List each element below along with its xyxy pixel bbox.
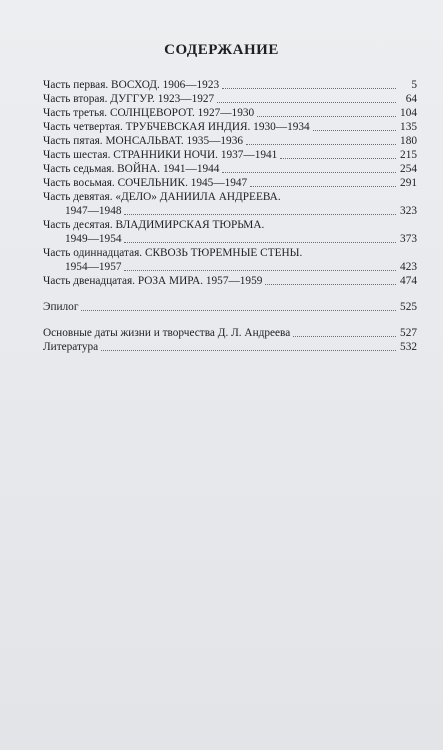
toc-page-number: 180 xyxy=(400,135,417,147)
toc-entry-part-8[interactable] xyxy=(43,176,417,190)
toc-entry-label: Часть вторая. ДУГГУР. 1923—1927 xyxy=(43,93,215,105)
toc-entry-label: Часть четвертая. ТРУБЧЕВСКАЯ ИНДИЯ. 1930—1934 xyxy=(43,121,310,133)
dot-leader xyxy=(250,186,396,187)
toc-page-number: 135 xyxy=(400,121,417,133)
toc-page-number: 254 xyxy=(400,163,417,175)
dot-leader xyxy=(124,214,396,215)
toc-entry-epilogue[interactable] xyxy=(43,300,417,314)
toc-entry-continuation xyxy=(43,260,417,274)
toc-entry-label: Основные даты жизни и творчества Д. Л. Андреева xyxy=(43,327,291,339)
bleed-through-reverse-page xyxy=(40,345,405,393)
toc-entry-label: Эпилог xyxy=(43,301,79,313)
toc-entry-part-11[interactable] xyxy=(43,246,417,274)
toc-page-number: 64 xyxy=(405,93,417,105)
toc-page-number: 291 xyxy=(400,177,417,189)
toc-entry-label: Часть седьмая. ВОЙНА. 1941—1944 xyxy=(43,163,220,175)
toc-entry-label: Часть десятая. ВЛАДИМИРСКАЯ ТЮРЬМА. xyxy=(43,219,265,231)
toc-entry-part-2[interactable] xyxy=(43,92,417,106)
toc-entry-part-9[interactable] xyxy=(43,190,417,218)
dot-leader xyxy=(246,144,396,145)
spacer xyxy=(43,314,417,326)
spacer xyxy=(43,288,417,300)
dot-leader xyxy=(257,116,396,117)
toc-entry-label-continued: 1954—1957 xyxy=(65,261,122,273)
toc-entry-part-12[interactable] xyxy=(43,274,417,288)
toc-entry-part-5[interactable] xyxy=(43,134,417,148)
page-title: СОДЕРЖАНИЕ xyxy=(164,42,279,58)
dot-leader xyxy=(313,130,396,131)
toc-entry-part-4[interactable] xyxy=(43,120,417,134)
toc-page-number: 527 xyxy=(400,327,417,339)
toc-page-number: 474 xyxy=(400,275,417,287)
toc-entry-label: Часть пятая. МОНСАЛЬВАТ. 1935—1936 xyxy=(43,135,243,147)
dot-leader xyxy=(124,242,396,243)
toc-page-number: 423 xyxy=(400,261,417,273)
toc-entry-label: Часть восьмая. СОЧЕЛЬНИК. 1945—1947 xyxy=(43,177,248,189)
toc-entry-label: Часть шестая. СТРАННИКИ НОЧИ. 1937—1941 xyxy=(43,149,278,161)
toc-entry-part-3[interactable] xyxy=(43,106,417,120)
toc-page-number: 525 xyxy=(400,301,417,313)
toc-entry-label-continued: 1949—1954 xyxy=(65,233,122,245)
toc-entry-part-1[interactable] xyxy=(43,78,417,92)
toc-page-number: 5 xyxy=(411,79,417,91)
toc-page-number: 215 xyxy=(400,149,417,161)
dot-leader xyxy=(124,270,396,271)
toc-entry-label: Часть девятая. «ДЕЛО» ДАНИИЛА АНДРЕЕВА. xyxy=(43,191,281,203)
toc-entry-part-6[interactable] xyxy=(43,148,417,162)
dot-leader xyxy=(280,158,396,159)
toc-entry-label: Часть одиннадцатая. СКВОЗЬ ТЮРЕМНЫЕ СТЕНЫ. xyxy=(43,247,303,259)
toc-page-number: 104 xyxy=(400,107,417,119)
dot-leader xyxy=(217,102,396,103)
dot-leader xyxy=(222,88,396,89)
toc-entry-part-7[interactable] xyxy=(43,162,417,176)
toc-page-number: 373 xyxy=(400,233,417,245)
toc-entry-continuation xyxy=(43,232,417,246)
toc-entry-dates[interactable] xyxy=(43,326,417,340)
toc-entry-label-continued: 1947—1948 xyxy=(65,205,122,217)
toc-entry-label: Часть третья. СОЛНЦЕВОРОТ. 1927—1930 xyxy=(43,107,255,119)
dot-leader xyxy=(81,310,396,311)
toc-entry-label: Часть двенадцатая. РОЗА МИРА. 1957—1959 xyxy=(43,275,263,287)
toc-entry-label: Часть первая. ВОСХОД. 1906—1923 xyxy=(43,79,220,91)
toc-entry-part-10[interactable] xyxy=(43,218,417,246)
toc-entry-continuation xyxy=(43,204,417,218)
dot-leader xyxy=(293,336,396,337)
dot-leader xyxy=(265,284,396,285)
bleed-through-text xyxy=(30,4,413,12)
toc-page-number: 323 xyxy=(400,205,417,217)
toc-page-number: 532 xyxy=(400,341,417,353)
toc-entry-label: Литература xyxy=(43,341,99,353)
table-of-contents xyxy=(43,78,417,354)
dot-leader xyxy=(222,172,396,173)
